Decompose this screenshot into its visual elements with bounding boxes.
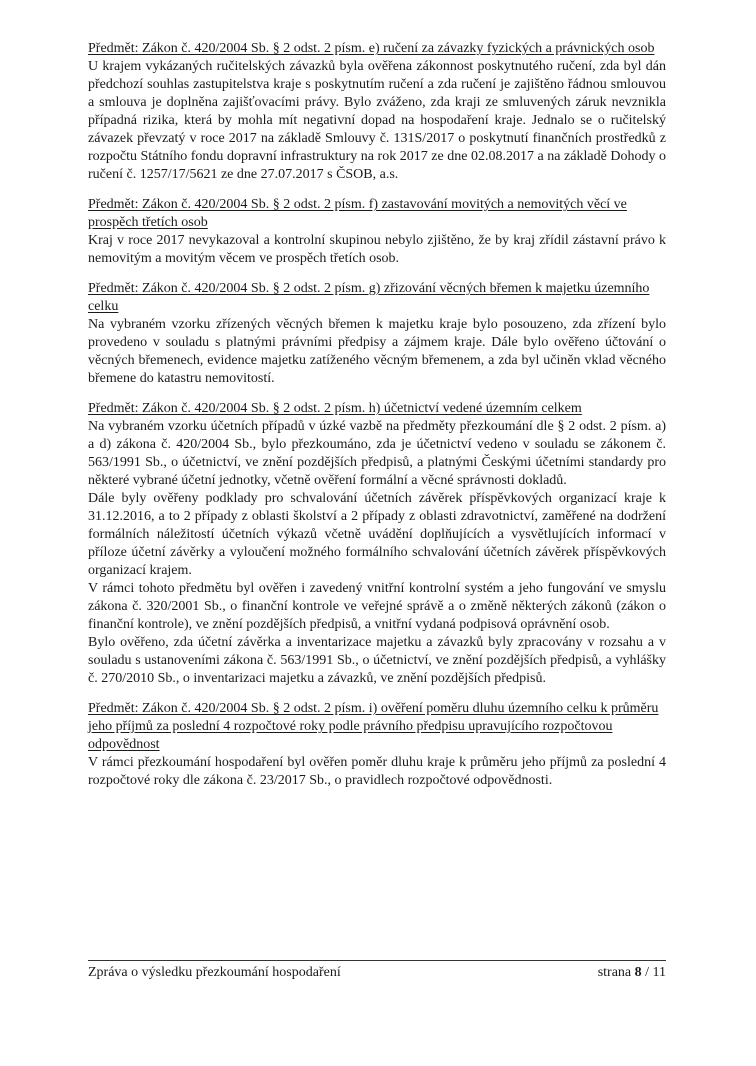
section-vecna-bremena <box>88 280 666 388</box>
section-pomer-dluhu <box>88 700 666 790</box>
footer-title: Zpráva o výsledku přezkoumání hospodaření <box>88 965 341 980</box>
section-paragraph: Kraj v roce 2017 nevykazoval a kontrolní skupinou nebylo zjištěno, že by kraj zřídil zástavní právo k nemovitým a movitým věcem ve prospěch třetích osob. <box>88 233 666 266</box>
section-heading: Předmět: Zákon č. 420/2004 Sb. § 2 odst. 2 písm. f) zastavování movitých a nemovitých věcí ve prospěch třetích osob <box>88 197 627 230</box>
section-heading: Předmět: Zákon č. 420/2004 Sb. § 2 odst. 2 písm. i) ověření poměru dluhu územního celku k průměru jeho příjmů za poslední 4 rozpočtové roky podle právního předpisu upravujícího rozpočtovou odpovědnost <box>88 701 659 752</box>
section-ruceni <box>88 40 666 184</box>
section-paragraph: Na vybraném vzorku zřízených věcných břemen k majetku kraje bylo posouzeno, zda zřízení bylo provedeno v souladu s platnými právními předpisy a zájmem kraje. Dále bylo ověřeno účtování o věcných břemenech, evidence majetku zatíženého věcným břemenem, a zda byl učiněn vklad věcného břemene do katastru nemovitostí. <box>88 317 666 386</box>
section-paragraph: V rámci tohoto předmětu byl ověřen i zavedený vnitřní kontrolní systém a jeho fungování ve smyslu zákona č. 320/2001 Sb., o finanční kontrole ve veřejné správě a o změně některých zákonů (zákon o finanční kontrole), ve znění pozdějších předpisů, a vnitřní vydaná podpisová oprávnění osob. <box>88 581 666 632</box>
page-number-current: 8 <box>634 965 642 980</box>
section-heading: Předmět: Zákon č. 420/2004 Sb. § 2 odst. 2 písm. g) zřizování věcných břemen k majetku územního celku <box>88 281 650 314</box>
section-heading: Předmět: Zákon č. 420/2004 Sb. § 2 odst. 2 písm. h) účetnictví vedené územním celkem <box>88 401 582 416</box>
section-ucetnictvi <box>88 400 666 688</box>
section-paragraph: Bylo ověřeno, zda účetní závěrka a inventarizace majetku a závazků byly zpracovány v rozsahu a v souladu s ustanoveními zákona č. 563/1991 Sb., o účetnictví, ve znění pozdějších předpisů, a vyhlášky č. 270/2010 Sb., o inventarizaci majetku a závazků, ve znění pozdějších předpisů. <box>88 635 666 686</box>
section-heading: Předmět: Zákon č. 420/2004 Sb. § 2 odst. 2 písm. e) ručení za závazky fyzických a právnických osob <box>88 41 655 56</box>
section-paragraph: Dále byly ověřeny podklady pro schvalování účetních závěrek příspěvkových organizací kraje k 31.12.2016, a to 2 případy z oblasti školství a 2 případy z oblasti zdravotnictví, zaměřené na dodržení formálních náležitostí účetních výkazů včetně uvádění doplňujících a vysvětlujících informací v příloze účetní závěrky a vyloučení možného formálního schvalování účetních závěrek příspěvkových organizací krajem. <box>88 491 666 578</box>
section-paragraph: U krajem vykázaných ručitelských závazků byla ověřena zákonnost poskytnutého ručení, zda byl dán předchozí souhlas zastupitelstva kraje s poskytnutím ručení a zda ručení je zajištěno řádnou smlouvou a smlouva je doplněna zajišťovacími právy. Bylo zváženo, zda kraji ze smluvených záruk nevznikla případná rizika, která by mohla mít negativní dopad na hospodaření kraje. Jednalo se o ručitelský závazek převzatý v roce 2017 na základě Smlouvy č. 131S/2017 o poskytnutí finančních prostředků z rozpočtu Státního fondu dopravní infrastruktury na rok 2017 ze dne 02.08.2017 a na základě Dohody o ručení č. 1257/17/5621 ze dne 27.07.2017 s ČSOB, a.s. <box>88 59 666 182</box>
section-zastavovani <box>88 196 666 268</box>
document-page <box>88 40 666 802</box>
section-paragraph: Na vybraném vzorku účetních případů v úzké vazbě na předměty přezkoumání dle § 2 odst. 2 písm. a) a d) zákona č. 420/2004 Sb., bylo přezkoumáno, zda je účetnictví vedeno v souladu se zákonem č. 563/1991 Sb., o účetnictví, ve znění pozdějších předpisů, a platnými Českými účetními standardy pro některé vybrané účetní jednotky, včetně ověření formální a věcné správnosti dokladů. <box>88 419 666 488</box>
page-number <box>598 964 666 982</box>
section-paragraph: V rámci přezkoumání hospodaření byl ověřen poměr dluhu kraje k průměru jeho příjmů za poslední 4 rozpočtové roky dle zákona č. 23/2017 Sb., o pravidlech rozpočtové odpovědnosti. <box>88 755 666 788</box>
page-number-total: 11 <box>652 965 666 980</box>
page-number-separator: / <box>641 965 653 980</box>
page-footer <box>88 960 666 982</box>
page-number-prefix: strana <box>597 965 635 980</box>
